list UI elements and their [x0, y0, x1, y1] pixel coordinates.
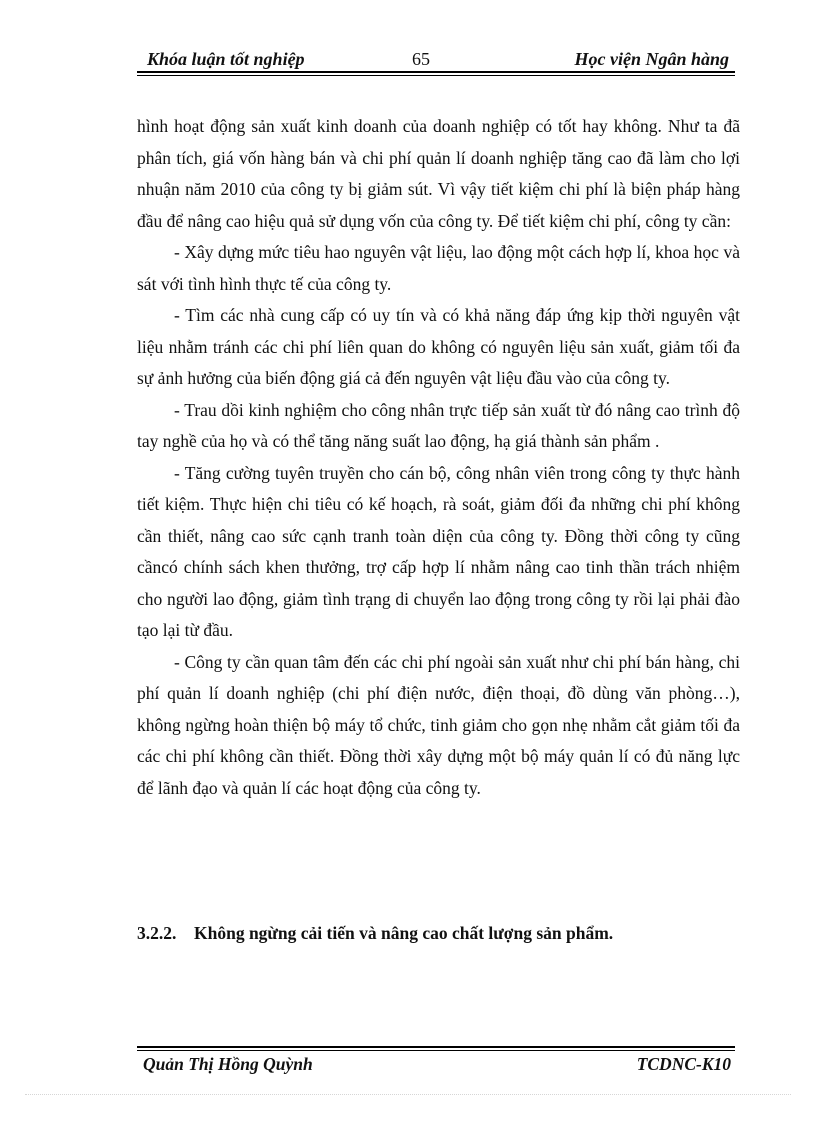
- body-text: [137, 111, 740, 804]
- footer-class-code: TCDNC-K10: [636, 1054, 731, 1074]
- page-edge-divider: [25, 1094, 791, 1095]
- header-thesis-label: Khóa luận tốt nghiệp: [147, 49, 305, 69]
- bullet-paragraph: - Tăng cường tuyên truyền cho cán bộ, công nhân viên trong công ty thực hành tiết kiệm. Thực hiện chi tiêu có kế hoạch, rà soát, giảm đối đa những chi phí không cần thiết, nâng cao sức cạnh tranh toàn diện của công ty. Đồng thời công ty cũng cầncó chính sách khen thưởng, trợ cấp hợp lí nhằm nâng cao tinh thần trách nhiệm cho người lao động, giảm tình trạng di chuyển lao động trong công ty rồi lại phải đào tạo lại từ đầu.: [137, 462, 740, 640]
- header-rule-thin: [137, 75, 735, 76]
- footer-rule-thick: [137, 1046, 735, 1048]
- section-number: 3.2.2.: [137, 923, 177, 943]
- header-institution: Học viện Ngân hàng: [574, 49, 729, 69]
- bullet-paragraph: - Trau dồi kinh nghiệm cho công nhân trực tiếp sản xuất từ đó nâng cao trình độ tay nghề của họ và có thể tăng năng suất lao động, hạ giá thành sản phẩm .: [137, 399, 740, 451]
- footer-rule-thin: [137, 1050, 735, 1051]
- bullet-paragraph: - Xây dựng mức tiêu hao nguyên vật liệu, lao động một cách hợp lí, khoa học và sát với tình hình thực tế của công ty.: [137, 242, 740, 294]
- footer-author: Quản Thị Hồng Quỳnh: [143, 1054, 313, 1074]
- bullet-paragraph: - Công ty cần quan tâm đến các chi phí ngoài sản xuất như chi phí bán hàng, chi phí quản lí doanh nghiệp (chi phí điện nước, điện thoại, đồ dùng văn phòng…), không ngừng hoàn thiện bộ máy tổ chức, tinh giảm cho gọn nhẹ nhằm cắt giảm tối đa các chi phí không cần thiết. Đồng thời xây dựng một bộ máy quản lí có đủ năng lực để lãnh đạo và quản lí các hoạt động của công ty.: [137, 651, 740, 798]
- section-heading: [137, 918, 740, 950]
- header-rule-thick: [137, 71, 735, 73]
- page-number: 65: [412, 49, 430, 69]
- page-footer: [137, 1043, 735, 1079]
- intro-paragraph: hình hoạt động sản xuất kinh doanh của doanh nghiệp có tốt hay không. Như ta đã phân tích, giá vốn hàng bán và chi phí quản lí doanh nghiệp tăng cao đã làm cho lợi nhuận năm 2010 của công ty bị giảm sút. Vì vậy tiết kiệm chi phí là biện pháp hàng đầu để nâng cao hiệu quả sử dụng vốn của công ty. Để tiết kiệm chi phí, công ty cần:: [137, 116, 740, 231]
- section-title: Không ngừng cải tiến và nâng cao chất lượng sản phẩm.: [194, 923, 614, 943]
- bullet-paragraph: - Tìm các nhà cung cấp có uy tín và có khả năng đáp ứng kịp thời nguyên vật liệu nhằm tránh các chi phí liên quan do không có nguyên liệu sản xuất, giảm tối đa sự ảnh hưởng của biến động giá cả đến nguyên vật liệu đầu vào của công ty.: [137, 305, 740, 388]
- page-header: [137, 44, 735, 74]
